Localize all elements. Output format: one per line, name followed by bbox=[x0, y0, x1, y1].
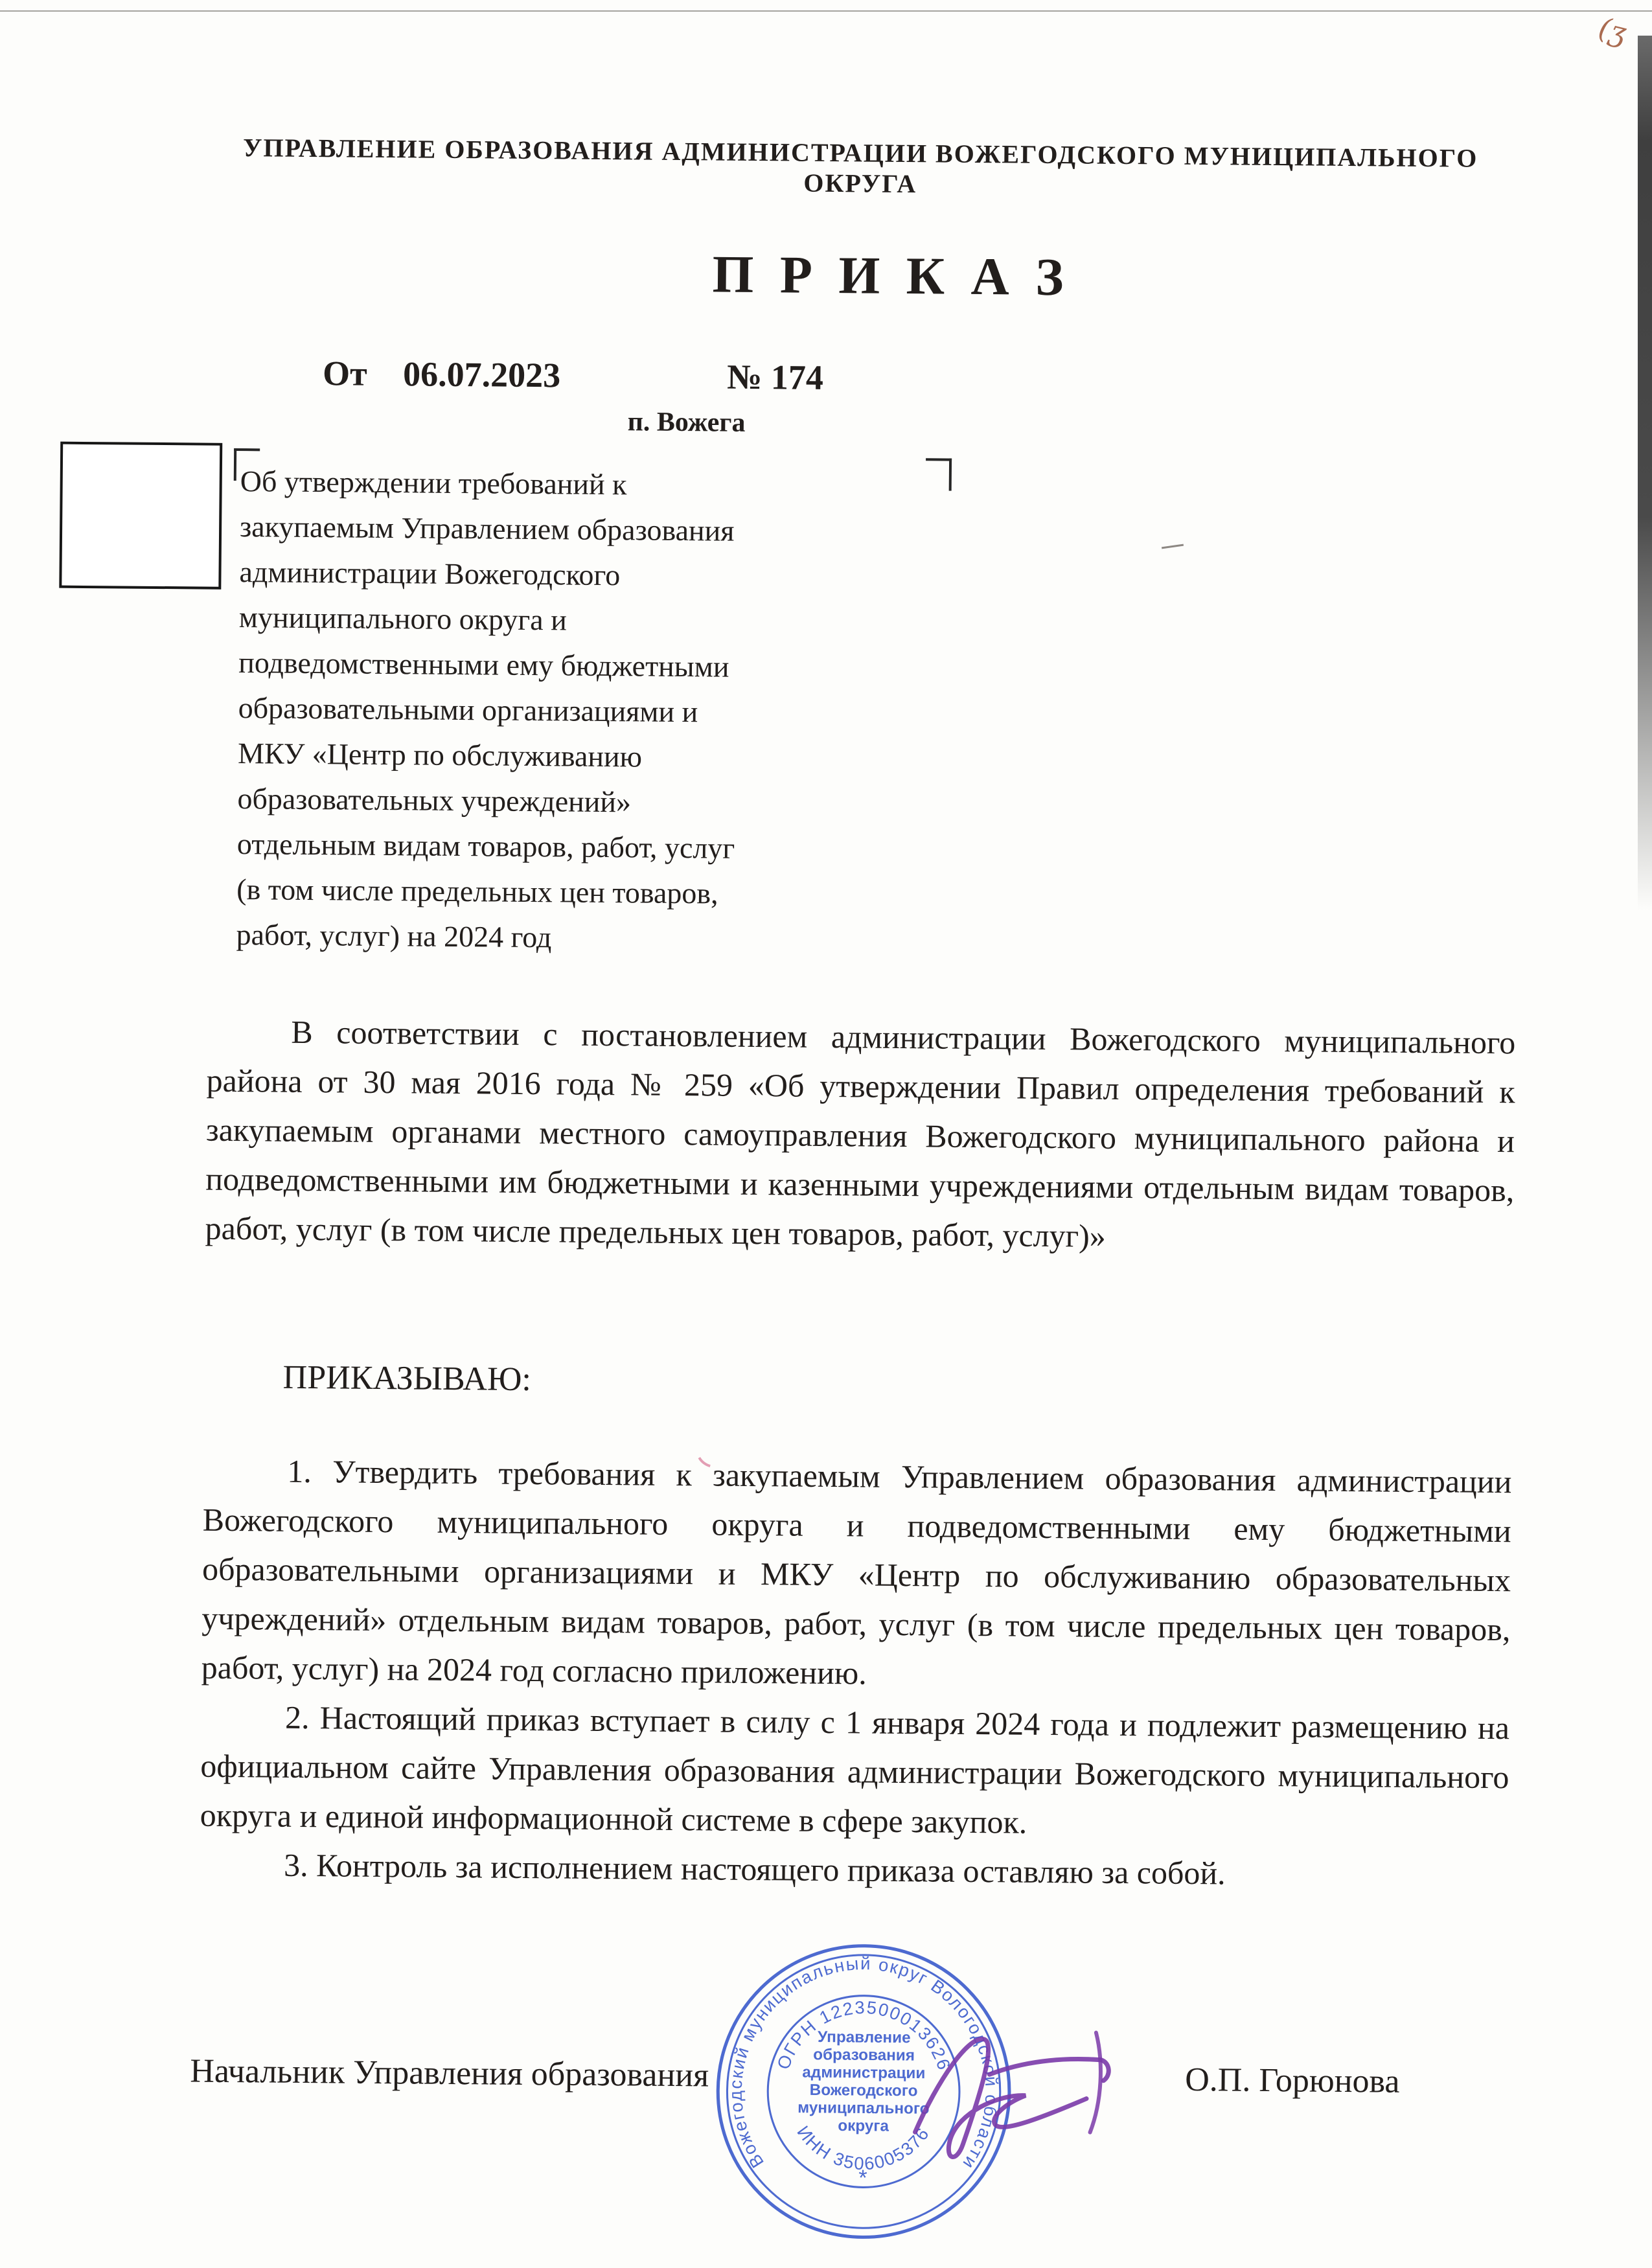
document-title: П Р И К А З bbox=[712, 244, 1071, 307]
intro-paragraph-wrap bbox=[205, 1007, 1515, 1265]
signature-name: О.П. Горюнова bbox=[1185, 2061, 1400, 2100]
subject-line: администрации Вожегодского bbox=[239, 555, 621, 592]
subject-line: (в том числе предельных цен товаров, bbox=[236, 873, 718, 910]
order-items bbox=[200, 1446, 1512, 1901]
subject-line: подведомственными ему бюджетными bbox=[238, 646, 729, 683]
stamp-center-line: Управление bbox=[817, 2028, 911, 2047]
handwritten-corner-note: (ӡ bbox=[1595, 11, 1630, 51]
order-word: ПРИКАЗЫВАЮ: bbox=[282, 1358, 532, 1399]
stamp-center-line: округа bbox=[838, 2116, 889, 2135]
subject-line: закупаемым Управлением образования bbox=[239, 510, 735, 547]
order-item-1: 1. Утвердить требования к закупаемым Управлением образования администрации Вожегодского муниципального округа и подведомственными ему бюджетными образовательными организациями и МКУ «Центр по обслуживанию образовательных учреждений» отдельным видам товаров, работ, услуг (в том числе предельных цен товаров, работ, услуг) на 2024 год согласно приложению. bbox=[201, 1452, 1512, 1691]
stamp-center-line: администрации bbox=[802, 2063, 926, 2083]
document-number: № 174 bbox=[726, 357, 824, 397]
date-label: От bbox=[322, 354, 368, 393]
stamp-inn-text: ИНН 3506005376 bbox=[793, 2122, 934, 2174]
stamp-ogrn-text: ОГРН 1223500013626 bbox=[773, 1997, 955, 2074]
signature-position-title: Начальник Управления образования bbox=[190, 2052, 709, 2094]
blank-stamp-box bbox=[59, 442, 222, 590]
date-value: 06.07.2023 bbox=[402, 354, 561, 395]
organization-header: УПРАВЛЕНИЕ ОБРАЗОВАНИЯ АДМИНИСТРАЦИИ ВОЖЕГОДСКОГО МУНИЦИПАЛЬНОГО ОКРУГА bbox=[242, 133, 1478, 199]
order-item-3: 3. Контроль за исполнением настоящего приказа оставляю за собой. bbox=[283, 1846, 1226, 1892]
stamp-center-line: Вожегодского bbox=[809, 2081, 918, 2100]
order-item-2: 2. Настоящий приказ вступает в силу с 1 января 2024 года и подлежит размещению на официальном сайте Управления образования администрации Вожегодского муниципального округа и единой информационной системе в сфере закупок. bbox=[200, 1699, 1510, 1840]
intro-paragraph: В соответствии с постановлением администрации Вожегодского муниципального района от 30 мая 2016 года № 259 «Об утверждении Правил определения требований к закупаемым органами местного самоуправления Вожегодского муниципального района и подведомственными им бюджетными и казенными учреждениями отдельным видам товаров, работ, услуг (в том числе предельных цен товаров, работ, услуг)» bbox=[205, 1013, 1516, 1254]
subject-line: отдельным видам товаров, работ, услуг bbox=[236, 827, 735, 865]
subject-line: Об утверждении требований к bbox=[240, 464, 627, 501]
subject-block bbox=[236, 459, 966, 964]
stamp-outer-ring-text: Вожегодский муниципальный округ Вологодской области bbox=[725, 1953, 1002, 2174]
subject-line: МКУ «Центр по обслуживанию bbox=[237, 737, 643, 773]
subject-line: муниципального округа и bbox=[238, 601, 568, 637]
stamp-center-line: образования bbox=[813, 2046, 915, 2065]
subject-line: образовательных учреждений» bbox=[237, 782, 632, 819]
subject-line: образовательными организациями и bbox=[238, 691, 698, 729]
subject-line: работ, услуг) на 2024 год bbox=[236, 918, 552, 954]
stamp-center-line: муниципального bbox=[797, 2099, 930, 2118]
place-name: п. Вожега bbox=[627, 407, 746, 438]
stamp-star: * bbox=[858, 2166, 867, 2191]
handwritten-signature bbox=[872, 1996, 1145, 2180]
